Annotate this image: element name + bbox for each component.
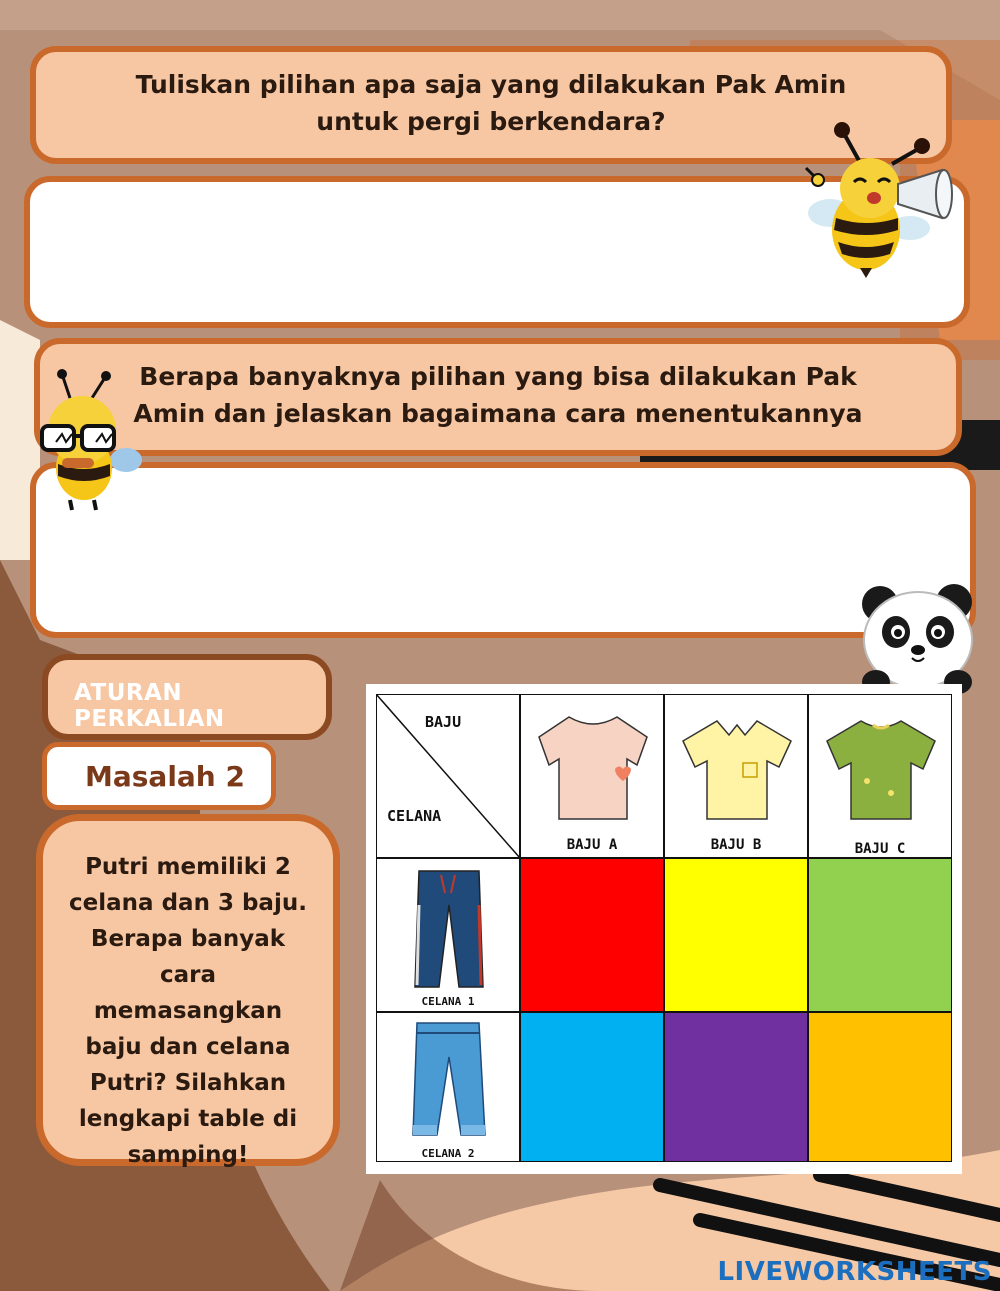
corner-top-label: BAJU: [425, 713, 462, 731]
column-label-baju-b: BAJU B: [710, 837, 762, 853]
problem-label: Masalah 2: [85, 760, 245, 793]
column-header-baju-a: [520, 694, 664, 858]
column-header-baju-c: [808, 694, 952, 858]
answer-cell-celana2-bajua[interactable]: [520, 1012, 664, 1162]
column-label-baju-c: BAJU C: [854, 841, 906, 857]
answer-cell-celana2-bajuc[interactable]: [808, 1012, 952, 1162]
problem-label-box: [42, 742, 276, 810]
corner-bottom-label: CELANA: [387, 807, 442, 825]
column-header-baju-b: [664, 694, 808, 858]
row-label-celana-1: CELANA 1: [421, 995, 475, 1008]
question-2-text: Berapa banyaknya pilihan yang bisa dilakukan Pak Amin dan jelaskan bagaimana cara menentukannya: [133, 362, 863, 428]
rule-label: ATURAN PERKALIAN: [74, 680, 225, 732]
shirt-b-image: [667, 701, 807, 831]
bee-megaphone-illustration: [802, 118, 974, 282]
pants-1-image: [379, 865, 519, 993]
problem-text: Putri memiliki 2 celana dan 3 baju. Berapa banyak cara memasangkan baju dan celana Putri? Silahkan lengkapi table di samping!: [69, 854, 307, 1168]
column-label-baju-a: BAJU A: [566, 837, 618, 853]
answer-cell-celana2-bajub[interactable]: [664, 1012, 808, 1162]
problem-panel: [36, 814, 340, 1166]
answer-cell-celana1-bajub[interactable]: [664, 858, 808, 1012]
bee-glasses-illustration: [22, 368, 144, 512]
answer-2-box[interactable]: [30, 462, 976, 638]
answer-cell-celana1-bajua[interactable]: [520, 858, 664, 1012]
liveworksheets-logo: LIVEWORKSHEETS: [717, 1257, 992, 1287]
question-2-panel: [34, 338, 962, 456]
row-header-celana-1: [376, 858, 520, 1012]
question-1-text: Tuliskan pilihan apa saja yang dilakukan Pak Amin untuk pergi berkendara?: [135, 70, 847, 136]
shirt-c-image: [811, 701, 951, 831]
shirt-a-image: [523, 701, 663, 831]
row-header-celana-2: [376, 1012, 520, 1162]
row-label-celana-2: CELANA 2: [421, 1147, 475, 1160]
pants-2-image: [379, 1017, 519, 1143]
rule-label-box: [42, 654, 332, 740]
pairing-table: [366, 684, 962, 1174]
table-corner-cell: [376, 694, 520, 858]
answer-cell-celana1-bajuc[interactable]: [808, 858, 952, 1012]
